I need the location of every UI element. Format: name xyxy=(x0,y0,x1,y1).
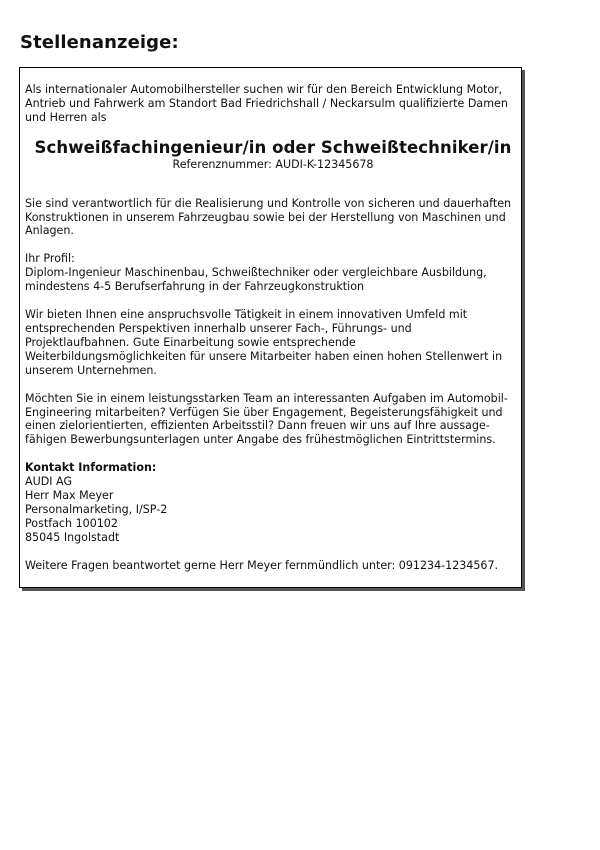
intro-paragraph xyxy=(25,83,521,125)
closing-line: Weitere Fragen beantwortet gerne Herr Meyer fernmündlich unter: 091234-1234567. xyxy=(25,558,499,572)
responsibility-line: Konstruktionen in unserem Fahrzeugbau sowie bei der Herstellung von Maschinen und xyxy=(25,210,506,224)
page-heading: Stellenanzeige: xyxy=(20,32,179,53)
contact-city: 85045 Ingolstadt xyxy=(25,530,120,544)
job-title: Schweißfachingenieur/in oder Schweißtechniker/in xyxy=(34,137,512,157)
intro-line: Antrieb und Fahrwerk am Standort Bad Friedrichshall / Neckarsulm qualifizierte Damen xyxy=(25,96,508,110)
offer-line: unserem Unternehmen. xyxy=(25,363,157,377)
reference-number: AUDI-K-12345678 xyxy=(275,157,374,171)
application-line: Engineering mitarbeiten? Verfügen Sie über Engagement, Begeisterungsfähigkeit und xyxy=(25,405,503,419)
profile-heading: Ihr Profil: xyxy=(25,252,75,266)
application-line: einen zielorientierten, effizienten Arbeitsstil? Dann freuen wir uns auf Ihre aussage- xyxy=(25,419,490,433)
offer-line: Wir bieten Ihnen eine anspruchsvolle Tätigkeit in einem innovativen Umfeld mit xyxy=(25,308,468,322)
offer-paragraph xyxy=(25,308,521,378)
reference-line xyxy=(25,158,521,172)
profile-line: mindestens 4-5 Berufserfahrung in der Fahrzeugkonstruktion xyxy=(25,280,365,294)
intro-line: Als internationaler Automobilhersteller suchen wir für den Bereich Entwicklung Motor, xyxy=(25,83,503,96)
application-line: fähigen Bewerbungsunterlagen unter Angabe des frühestmöglichen Eintrittstermins. xyxy=(25,433,496,447)
contact-po-box: Postfach 100102 xyxy=(25,516,118,530)
responsibility-paragraph xyxy=(25,197,521,239)
intro-line: und Herren als xyxy=(25,110,107,124)
contact-person: Herr Max Meyer xyxy=(25,489,114,503)
offer-line: entsprechenden Perspektiven innerhalb unserer Fach-, Führungs- und xyxy=(25,321,412,335)
profile-line: Diplom-Ingenieur Maschinenbau, Schweißtechniker oder vergleichbare Ausbildung, xyxy=(25,266,487,280)
job-ad-box xyxy=(19,67,522,588)
offer-line: Weiterbildungsmöglichkeiten für unsere Mitarbeiter haben einen hohen Stellenwert in xyxy=(25,349,503,363)
responsibility-line: Sie sind verantwortlich für die Realisierung und Kontrolle von sicheren und dauerhaften xyxy=(25,196,512,210)
contact-department: Personalmarketing, I/SP-2 xyxy=(25,502,168,516)
reference-label: Referenznummer: xyxy=(172,157,276,171)
contact-company: AUDI AG xyxy=(25,475,73,489)
offer-line: Projektlaufbahnen. Gute Einarbeitung sowie entsprechende xyxy=(25,335,356,349)
contact-block xyxy=(25,461,521,544)
application-line: Möchten Sie in einem leistungsstarken Team an interessanten Aufgaben im Automobil- xyxy=(25,391,508,405)
profile-paragraph xyxy=(25,252,521,294)
application-paragraph xyxy=(25,392,521,448)
contact-heading: Kontakt Information: xyxy=(25,461,157,475)
responsibility-line: Anlagen. xyxy=(25,224,74,238)
